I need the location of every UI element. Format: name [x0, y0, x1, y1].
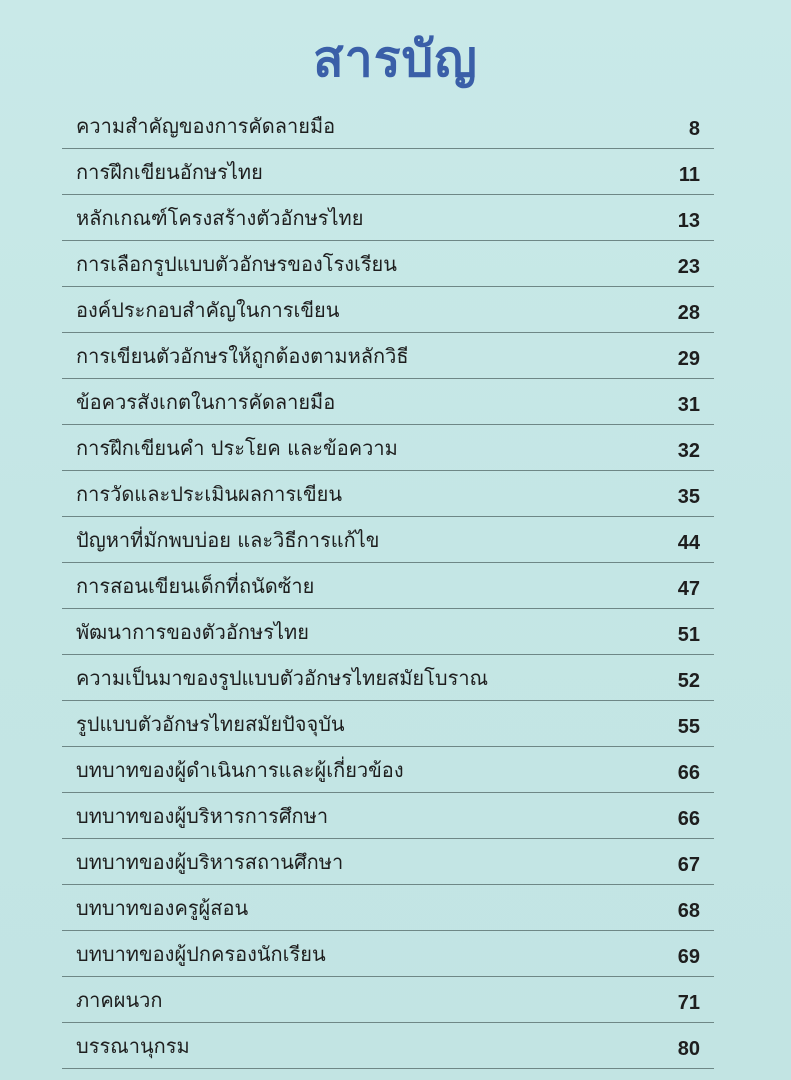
toc-entry-page-number: 23: [677, 256, 700, 278]
toc-entry-page-number: 35: [677, 486, 700, 508]
toc-entry-label: ภาคผนวก: [76, 988, 163, 1012]
toc-entry-page-number: 52: [677, 670, 700, 692]
toc-entry-label: องค์ประกอบสำคัญในการเขียน: [76, 298, 340, 322]
toc-entry[interactable]: [62, 839, 714, 885]
toc-entry-label: บรรณานุกรม: [76, 1034, 190, 1058]
toc-entry-page-number: 69: [677, 946, 700, 968]
toc-entry-label: บทบาทของผู้ปกครองนักเรียน: [76, 942, 326, 966]
toc-entry[interactable]: [62, 471, 714, 517]
toc-entry-page-number: 67: [677, 854, 700, 876]
toc-entry-page-number: 44: [677, 532, 700, 554]
toc-entry[interactable]: [62, 931, 714, 977]
toc-entry[interactable]: [62, 287, 714, 333]
toc-entry-page-number: 66: [677, 808, 700, 830]
toc-entry[interactable]: [62, 885, 714, 931]
toc-entry-page-number: 11: [678, 164, 700, 186]
toc-entry[interactable]: [62, 793, 714, 839]
toc-entry-label: รูปแบบตัวอักษรไทยสมัยปัจจุบัน: [76, 712, 345, 736]
toc-entry-label: การสอนเขียนเด็กที่ถนัดซ้าย: [76, 574, 315, 598]
toc-entry-label: การฝึกเขียนอักษรไทย: [76, 160, 263, 184]
table-of-contents: [62, 103, 714, 1069]
toc-entry-page-number: 71: [677, 992, 700, 1014]
toc-entry-label: ความเป็นมาของรูปแบบตัวอักษรไทยสมัยโบราณ: [76, 666, 489, 690]
toc-entry[interactable]: [62, 333, 714, 379]
toc-entry-label: บทบาทของผู้ดำเนินการและผู้เกี่ยวข้อง: [76, 758, 404, 782]
toc-entry[interactable]: [62, 103, 714, 149]
toc-entry[interactable]: [62, 425, 714, 471]
toc-entry-label: หลักเกณฑ์โครงสร้างตัวอักษรไทย: [76, 206, 364, 230]
toc-entry-page-number: 32: [677, 440, 700, 462]
toc-entry[interactable]: [62, 609, 714, 655]
toc-entry-page-number: 8: [688, 118, 700, 140]
toc-entry[interactable]: [62, 149, 714, 195]
toc-entry[interactable]: [62, 1023, 714, 1069]
toc-entry[interactable]: [62, 655, 714, 701]
toc-entry-label: ความสำคัญของการคัดลายมือ: [76, 114, 336, 138]
toc-entry-page-number: 31: [677, 394, 700, 416]
toc-entry-page-number: 28: [677, 302, 700, 324]
toc-entry-page-number: 66: [677, 762, 700, 784]
toc-entry-label: การเลือกรูปแบบตัวอักษรของโรงเรียน: [76, 252, 397, 276]
toc-entry-label: ปัญหาที่มักพบบ่อย และวิธีการแก้ไข: [76, 528, 380, 552]
toc-entry-label: บทบาทของครูผู้สอน: [76, 896, 249, 920]
toc-entry[interactable]: [62, 563, 714, 609]
toc-entry[interactable]: [62, 977, 714, 1023]
toc-entry-label: บทบาทของผู้บริหารการศึกษา: [76, 804, 329, 828]
toc-entry-page-number: 51: [677, 624, 700, 646]
toc-entry-label: พัฒนาการของตัวอักษรไทย: [76, 620, 309, 644]
toc-entry-page-number: 80: [677, 1038, 700, 1060]
toc-entry-page-number: 47: [677, 578, 700, 600]
toc-entry-page-number: 13: [677, 210, 700, 232]
page-title: สารบัญ: [313, 30, 478, 88]
toc-entry-label: บทบาทของผู้บริหารสถานศึกษา: [76, 850, 344, 874]
toc-entry-label: การเขียนตัวอักษรให้ถูกต้องตามหลักวิธี: [76, 344, 409, 368]
toc-entry[interactable]: [62, 195, 714, 241]
toc-entry[interactable]: [62, 701, 714, 747]
toc-entry[interactable]: [62, 379, 714, 425]
toc-entry-page-number: 29: [677, 348, 700, 370]
toc-entry-label: การฝึกเขียนคำ ประโยค และข้อความ: [76, 436, 398, 460]
toc-entry[interactable]: [62, 747, 714, 793]
toc-entry[interactable]: [62, 517, 714, 563]
toc-entry-label: ข้อควรสังเกตในการคัดลายมือ: [76, 390, 336, 414]
toc-entry[interactable]: [62, 241, 714, 287]
toc-entry-label: การวัดและประเมินผลการเขียน: [76, 482, 343, 506]
toc-entry-page-number: 68: [677, 900, 700, 922]
toc-entry-page-number: 55: [677, 716, 700, 738]
